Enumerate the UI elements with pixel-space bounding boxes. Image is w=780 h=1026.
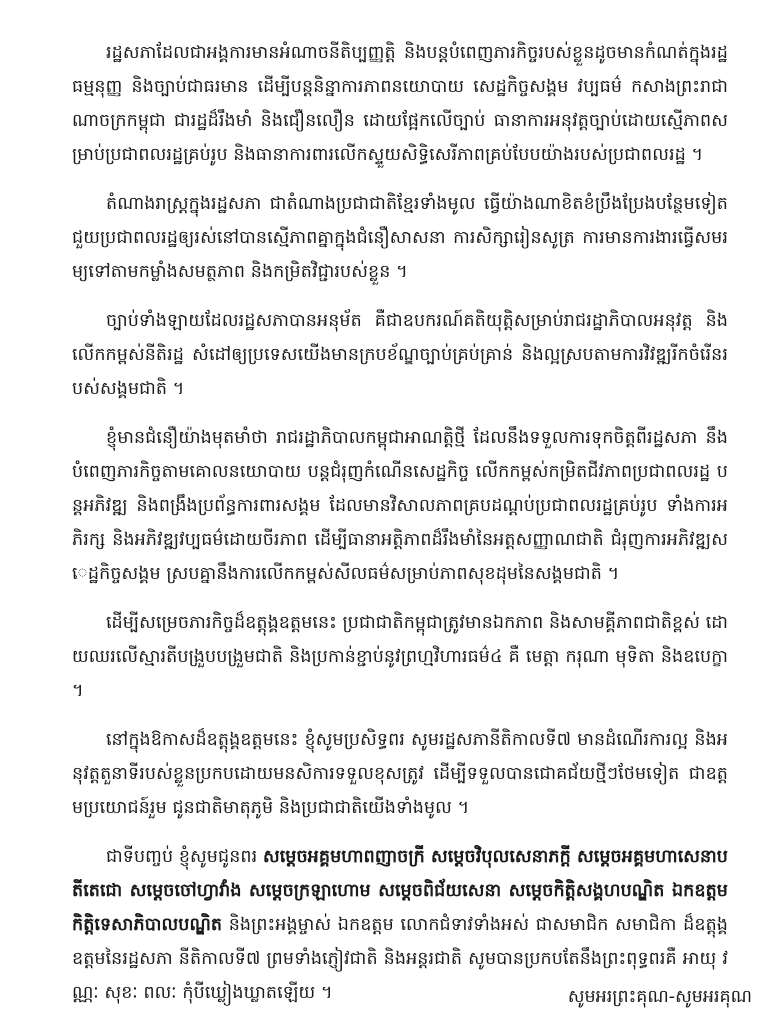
honorific-titles: សម្តេចអគ្គមហាពញាចក្រី សម្តេចវិបុលសេនាភក្តី សម្តេចអគ្គមហាសេនាបតីតេជោ សម្តេចចៅហ្វាវាំង សម្តេចក្រឡាហោម សម្តេចពិជ័យសេនា សម្តេចកិត្តិសង្គហបណ្ឌិត ឯកឧត្តមកិត្តិទេសាភិបាលបណ្ឌិត bbox=[72, 847, 728, 935]
paragraph-blessing-assembly: នៅក្នុងឱកាសដ៏ឧត្តុង្គឧត្តមនេះ ខ្ញុំសូមប្រសិទ្ធពរ សូមរដ្ឋសភានីតិកាលទី៧ មានដំណើរការល្អ និងអនុវត្តតួនាទីរបស់ខ្លួនប្រកបដោយមនសិការទទួលខុសត្រូវ ដើម្បីទទួលបានជោគជ័យថ្មីៗថែមទៀត ជាឧត្តមប្រយោជន៍រួម ជូនជាតិមាតុភូមិ និងប្រជាជាតិយើងទាំងមូល ។ bbox=[72, 730, 728, 818]
paragraph-legislative-role: រដ្ឋសភាដែលជាអង្គការមានអំណាចនីតិប្បញ្ញត្តិ និងបន្តបំពេញភារកិច្ចរបស់ខ្លួនដូចមានកំណត់ក្នុងរដ្ឋធម្មនុញ្ញ និងច្បាប់ជាធរមាន ដើម្បីបន្តនិន្នាការភាពនយោបាយ សេដ្ឋកិច្ចសង្គម វប្បធម៌ កសាងព្រះរាជាណាចក្រកម្ពុជា ជារដ្ឋដ៏រឹងមាំ និងជឿនលឿន ដោយផ្អែកលើច្បាប់ ធានាការអនុវត្តច្បាប់ដោយស្មើភាពសម្រាប់ប្រជាពលរដ្ឋគ្រប់រូប និងធានាការពារលើកស្ទួយសិទ្ធិសេរីភាពគ្រប់បែបយ៉ាងរបស់ប្រជាពលរដ្ឋ ។ bbox=[72, 43, 728, 165]
paragraph-national-unity: ដើម្បីសម្រេចភារកិច្ចដ៏ឧត្តុង្គឧត្តមនេះ ប្រជាជាតិកម្ពុជាត្រូវមានឯកភាព និងសាមគ្គីភាពជាតិខ្ពស់ ដោយឈរលើស្មារតីបង្រួបបង្រួមជាតិ និងប្រកាន់ខ្ជាប់នូវព្រហ្មវិហារធម៌៤ គឺ មេត្តា ករុណា មុទិតា និងឧបេក្ខា ។ bbox=[72, 613, 729, 701]
paragraph-laws: ច្បាប់ទាំងឡាយដែលរដ្ឋសភាបានអនុម័ត គឺជាឧបករណ៍គតិយុត្តិសម្រាប់រាជរដ្ឋាភិបាលអនុវត្ត និងលើកកម្ពស់នីតិរដ្ឋ សំដៅឲ្យប្រទេសយើងមានក្របខ័ណ្ឌច្បាប់គ្រប់គ្រាន់ និងល្អស្របតាមការវិវឌ្ឍរីកចំរើនរបស់សង្គមជាតិ ។ bbox=[72, 311, 728, 399]
final-wishes-closing: និងព្រះអង្គម្ចាស់ ឯកឧត្តម លោកជំទាវទាំងអស់ ជាសមាជិក សមាជិកា ដ៏ឧត្តុង្គឧត្តមនៃរដ្ឋសភា នីតិកាលទី៧ ព្រមទាំងភ្ញៀវជាតិ និងអន្តរជាតិ សូមបានប្រកបតែនឹងព្រះពុទ្ធពរគឺ អាយុ វណ្ណៈ សុខៈ ពលៈ កុំបីឃ្លៀងឃ្លាតឡើយ ។ bbox=[72, 915, 728, 1003]
paragraph-government-confidence: ខ្ញុំមានជំនឿយ៉ាងមុតមាំថា រាជរដ្ឋាភិបាលកម្ពុជាអាណត្តិថ្មី ដែលនឹងទទួលការទុកចិត្តពីរដ្ឋសភា នឹងបំពេញភារកិច្ចតាមគោលនយោបាយ បន្តជំរុញកំណើនសេដ្ឋកិច្ច លើកកម្ពស់កម្រិតជីវភាពប្រជាពលរដ្ឋ បន្តអភិវឌ្ឍ និងពង្រឹងប្រព័ន្ធការពារសង្គម ដែលមានវិសាលភាពគ្របដណ្តប់ប្រជាពលរដ្ឋគ្រប់រូប ទាំងការអភិរក្ស និងអភិវឌ្ឍវប្បធម៌ដោយចីរភាព ដើម្បីធានាអត្តិភាពដ៏រឹងមាំនៃអត្តសញ្ញាណជាតិ ជំរុញការអភិវឌ្ឍសេដ្ឋកិច្ចសង្គម ស្របគ្នានឹងការលើកកម្ពស់សីលធម៌សម្រាប់ភាពសុខដុមនៃសង្គមជាតិ ។ bbox=[72, 428, 728, 584]
final-wishes-intro: ជាទីបញ្ចប់ ខ្ញុំសូមជូនពរ bbox=[106, 847, 263, 867]
closing-thanks: សូមអរព្រះគុណ-សូមអរគុណ bbox=[567, 987, 752, 1007]
paragraph-representatives: តំណាងរាស្ត្រក្នុងរដ្ឋសភា ជាតំណាងប្រជាជាតិខ្មែរទាំងមូល ធ្វើយ៉ាងណាខិតខំប្រឹងប្រែងបន្ថែមទៀតជួយប្រជាពលរដ្ឋឲ្យរស់នៅបានស្មើភាពគ្នាក្នុងជំនឿសាសនា ការសិក្សារៀនសូត្រ ការមានការងារធ្វើសមរម្យទៅតាមកម្លាំងសមត្ថភាព និងកម្រិតវិជ្ជារបស់ខ្លួន ។ bbox=[72, 194, 728, 282]
